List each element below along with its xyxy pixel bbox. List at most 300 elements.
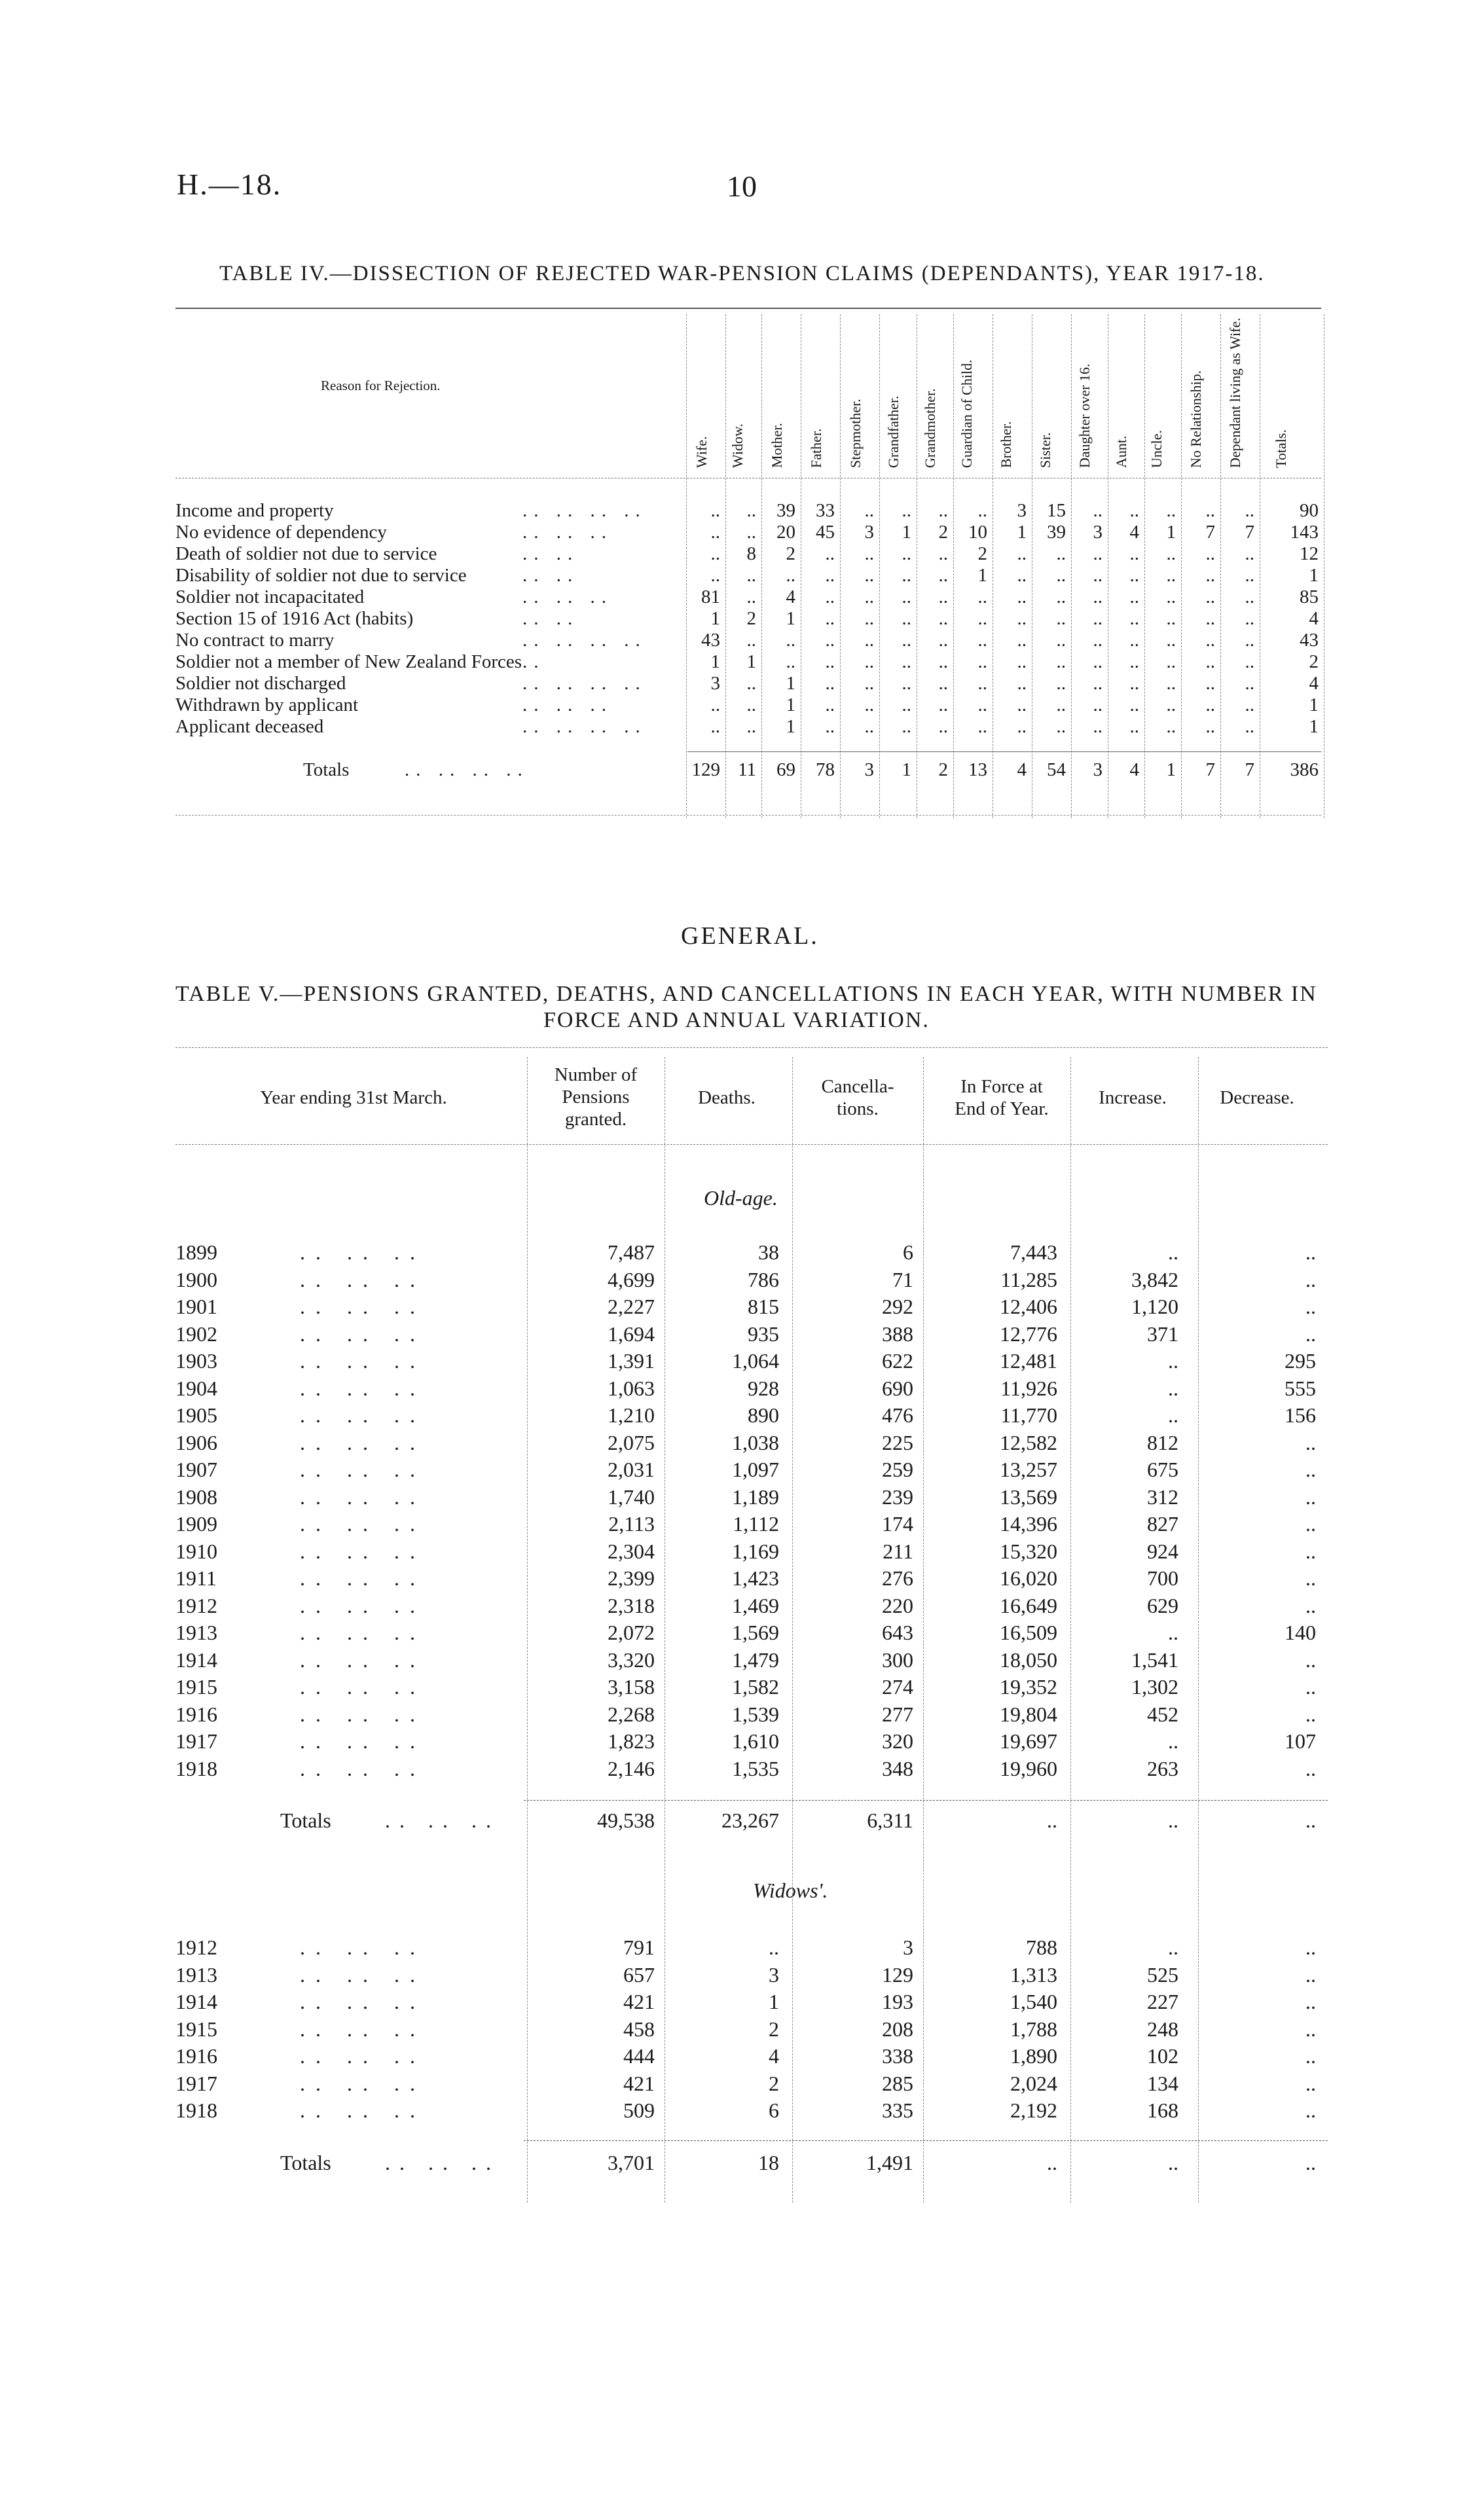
table5-year: 1917 (175, 1729, 217, 1753)
table4-cell: .. (1166, 716, 1176, 737)
table5-cell: 2,031 (608, 1458, 655, 1481)
table5-cell: 227 (1147, 1990, 1178, 2013)
table5-row (175, 1430, 1328, 1456)
table5-year: 1913 (175, 1621, 217, 1644)
table5-cell: 71 (892, 1267, 913, 1291)
table5-totals-label: Totals (280, 2150, 331, 2174)
table5-cell: 12,582 (1000, 1430, 1057, 1454)
table5-totals-cell: 3,701 (608, 2150, 655, 2174)
table5-cell: .. (1305, 1675, 1316, 1699)
table5-year: 1904 (175, 1376, 217, 1400)
table5-cell: 107 (1285, 1729, 1316, 1753)
table4-cell: .. (977, 630, 987, 651)
table4-cell: .. (902, 673, 911, 694)
table5-year: 1914 (175, 1647, 217, 1672)
table5-cell: .. (1305, 2044, 1316, 2068)
table4-cell: 4 (1129, 759, 1139, 780)
table5-totals-cell: 23,267 (721, 1809, 779, 1832)
header-granted-line3: granted. (564, 1109, 627, 1130)
table4-cell: .. (1205, 694, 1215, 715)
table4-cell: .. (1129, 630, 1139, 651)
table5-cell: 1,391 (608, 1349, 655, 1373)
table5-year: 1905 (175, 1403, 217, 1427)
table5-year: 1918 (175, 2098, 217, 2122)
table5-row-leader: .. .. .. (300, 1962, 426, 1987)
header-granted-line2: Pensions (562, 1087, 630, 1107)
table5-cell: .. (1168, 1403, 1178, 1427)
table5-row (175, 2097, 1328, 2124)
table5-cell: 3,842 (1131, 1267, 1178, 1291)
table5-cell: 452 (1147, 1702, 1178, 1726)
table5-cell: 476 (882, 1403, 913, 1427)
table4-col-header: Totals. (1273, 429, 1289, 468)
table5-cell: .. (1305, 1485, 1316, 1509)
table5-cell: .. (1305, 2098, 1316, 2122)
table4-cell: .. (938, 694, 948, 715)
table4-row-leader: .. .. .. (522, 522, 613, 543)
table4-row-label: Income and property (175, 500, 334, 521)
table4-cell: .. (1205, 673, 1215, 694)
table5-vrule-6 (1198, 1057, 1199, 2203)
table5-cell: .. (1305, 1267, 1316, 1291)
table5-row (175, 1321, 1328, 1348)
page-number: 10 (727, 170, 757, 203)
table5-row (175, 1267, 1328, 1293)
table4-cell: .. (1245, 651, 1254, 672)
table5-cell: 13,257 (1000, 1458, 1057, 1481)
table4-cell: .. (864, 651, 874, 672)
table4-cell: 3 (1093, 522, 1103, 543)
table4-cell: .. (746, 500, 756, 521)
table4-cell: .. (1166, 565, 1176, 586)
table5-header-rule (175, 1144, 1328, 1145)
table4-cell: 1 (1166, 522, 1176, 543)
table5-row (175, 2016, 1328, 2043)
table4-row (175, 694, 1321, 716)
table5-totals-label: Totals (280, 1809, 331, 1832)
table4-cell: 10 (968, 522, 987, 543)
table5-cell: 1,097 (732, 1458, 779, 1481)
table4-caption: TABLE IV.—DISSECTION OF REJECTED WAR-PENSION CLAIMS (DEPENDANTS), YEAR 1917-18. (219, 262, 1265, 285)
table5-totals-cell: .. (1305, 2150, 1316, 2174)
table4-cell: 1 (710, 651, 720, 672)
table5-cell: 15,320 (1000, 1539, 1057, 1563)
table4-cell: .. (864, 500, 874, 521)
table5-cell: 1,169 (732, 1539, 779, 1563)
table5-cell: 2,113 (608, 1512, 655, 1536)
table4-cell: .. (864, 630, 874, 651)
table5-cell: .. (1305, 1702, 1316, 1726)
table4-cell: 39 (776, 500, 795, 521)
table4-cell: 1 (1017, 522, 1027, 543)
general-heading: GENERAL. (681, 922, 819, 950)
table4-cell: .. (902, 500, 911, 521)
table5-cell: 12,481 (1000, 1349, 1057, 1373)
table4-cell: .. (1166, 586, 1176, 607)
table4-cell: 12 (1300, 543, 1319, 564)
table5-cell: 1,539 (732, 1702, 779, 1726)
table4-row-leader: .. .. .. (522, 694, 613, 715)
table5-row-leader: .. .. .. (300, 1539, 426, 1563)
table4-cell: 1 (786, 673, 795, 694)
table5-cell: 812 (1147, 1430, 1178, 1454)
table4-row-label: Disability of soldier not due to service (175, 565, 467, 586)
table4-cell: 2 (746, 608, 756, 629)
table4-col-header: Guardian of Child. (958, 359, 975, 468)
table4-cell: 1 (710, 608, 720, 629)
table4-cell: .. (710, 543, 720, 564)
table5-cell: .. (1305, 1935, 1316, 1959)
table4-cell: .. (825, 630, 835, 651)
table4-cell: 78 (816, 759, 835, 780)
table5-cell: 2,227 (608, 1295, 655, 1318)
table4-cell: .. (977, 694, 987, 715)
table5-cell: 2 (769, 2071, 779, 2095)
table4-col-header: Grandfather. (885, 395, 902, 468)
table5-cell: 225 (882, 1430, 913, 1454)
table4-cell: .. (825, 543, 835, 564)
table5-row (175, 1511, 1328, 1538)
table4-cell: .. (746, 694, 756, 715)
table4-col-header: Aunt. (1113, 435, 1129, 468)
table4-cell: .. (1093, 630, 1103, 651)
table5-totals-cell: 49,538 (597, 1809, 655, 1832)
table4-cell: .. (1056, 673, 1066, 694)
table4-cell: .. (938, 543, 948, 564)
table5-cell: 263 (1147, 1756, 1178, 1780)
table5-year: 1914 (175, 1990, 217, 2013)
table5-year: 1906 (175, 1430, 217, 1454)
table5-cell: 890 (748, 1403, 779, 1427)
table4-cell: .. (825, 673, 835, 694)
table4-cell: 15 (1047, 500, 1066, 521)
table5-row-leader: .. .. .. (300, 2017, 426, 2041)
table4-col-header: Brother. (998, 421, 1014, 468)
table4-cell: .. (1166, 608, 1176, 629)
table4-cell: 7 (1245, 759, 1254, 780)
table5-totals-row (175, 1807, 1328, 1834)
table5-vrule-3 (792, 1057, 793, 2203)
table5-year: 1913 (175, 1962, 217, 1987)
table5-cell: 3 (903, 1935, 913, 1959)
table4-cell: 90 (1300, 500, 1319, 521)
table4-cell: .. (1166, 500, 1176, 521)
table4-cell: .. (902, 716, 911, 737)
table4-cell: .. (1166, 651, 1176, 672)
table5-year: 1915 (175, 2017, 217, 2041)
table4-cell: .. (710, 565, 720, 586)
header-granted (530, 1064, 661, 1130)
table5-caption-line1: TABLE V.—PENSIONS GRANTED, DEATHS, AND CANCELLATIONS IN EACH YEAR, WITH NUMBER IN (175, 982, 1317, 1006)
table5-row (175, 1293, 1328, 1320)
table5-cell: .. (1168, 1376, 1178, 1400)
table4-cell: .. (1093, 565, 1103, 586)
table4-cell: 4 (786, 586, 795, 607)
table5-totals-row (175, 2150, 1328, 2176)
table5-year: 1916 (175, 2044, 217, 2068)
table5-cell: 924 (1147, 1539, 1178, 1563)
table4-row-label: Section 15 of 1916 Act (habits) (175, 608, 414, 629)
table5-row (175, 2070, 1328, 2097)
table5-row-leader: .. .. .. (300, 1593, 426, 1617)
table5-cell: .. (1305, 1512, 1316, 1536)
table4-cell: .. (864, 694, 874, 715)
table5-cell: 1,189 (732, 1485, 779, 1509)
table5-cell: 2,304 (608, 1539, 655, 1563)
table5-row (175, 1593, 1328, 1619)
table5-cell: 285 (882, 2071, 913, 2095)
table4-cell: .. (1093, 651, 1103, 672)
header-in-force-line1: In Force at (960, 1076, 1043, 1097)
table4-cell: 1 (1166, 759, 1176, 780)
table4-cell: .. (746, 522, 756, 543)
table4-cell: .. (864, 565, 874, 586)
table4-row-leader: .. (522, 651, 545, 672)
table4-cell: .. (1245, 565, 1254, 586)
table4-cell: 1 (786, 608, 795, 629)
table5-totals-cell: .. (1168, 2150, 1178, 2174)
table4-col-header: Dependant living as Wife. (1227, 317, 1243, 468)
table5-cell: 320 (882, 1729, 913, 1753)
table5-vrule-4 (923, 1057, 924, 2203)
table5-row-leader: .. .. .. (300, 1458, 426, 1481)
table4-totals-rule (687, 751, 1321, 752)
table4-cell: .. (1245, 630, 1254, 651)
table5-cell: .. (1305, 1990, 1316, 2013)
table5-cell: 2,399 (608, 1566, 655, 1590)
table4-cell: 43 (1300, 630, 1319, 651)
table4-row (175, 608, 1321, 630)
table5-caption-line2: FORCE AND ANNUAL VARIATION. (543, 1008, 930, 1032)
table5-cell: .. (1168, 1729, 1178, 1753)
table4-row-label: No contract to marry (175, 630, 335, 651)
table5-cell: .. (1305, 1756, 1316, 1780)
table5-cell: 274 (882, 1675, 913, 1699)
table4-cell: 4 (1309, 608, 1319, 629)
table4-row (175, 543, 1321, 565)
table5-cell: 1,038 (732, 1430, 779, 1454)
table5-cell: .. (1305, 1647, 1316, 1672)
table5-cell: 2 (769, 2017, 779, 2041)
table5-cell: 18,050 (1000, 1647, 1057, 1672)
table4-cell: .. (1129, 586, 1139, 607)
table5-row (175, 1647, 1328, 1674)
table5-cell: .. (1305, 2071, 1316, 2095)
table4-cell: .. (1056, 608, 1066, 629)
table4-cell: .. (746, 716, 756, 737)
table4-cell: .. (1017, 608, 1027, 629)
table5-cell: 338 (882, 2044, 913, 2068)
table4-cell: 43 (701, 630, 720, 651)
table5-cell: 259 (882, 1458, 913, 1481)
table5-year: 1911 (175, 1566, 217, 1590)
table4-cell: .. (902, 565, 911, 586)
table4-cell: 2 (786, 543, 795, 564)
table5-cell: 1,423 (732, 1566, 779, 1590)
table4-cell: .. (1056, 716, 1066, 737)
table5-cell: 1,302 (1131, 1675, 1178, 1699)
table5-year: 1918 (175, 1756, 217, 1780)
table5-cell: 2,072 (608, 1621, 655, 1644)
table4-row-leader: .. .. (522, 565, 579, 586)
table5-cell: 421 (623, 2071, 655, 2095)
table4-cell: .. (1093, 608, 1103, 629)
table4-cell: .. (1166, 543, 1176, 564)
table5-row (175, 1962, 1328, 1989)
table5-cell: .. (1168, 1240, 1178, 1264)
table5-cell: .. (1305, 1322, 1316, 1346)
table5-cell: 312 (1147, 1485, 1178, 1509)
table4-cell: 2 (1309, 651, 1319, 672)
table5-cell: 2,075 (608, 1430, 655, 1454)
section-old-age-title: Old-age. (704, 1186, 778, 1210)
table5-cell: 935 (748, 1322, 779, 1346)
table5-cell: 1,694 (608, 1322, 655, 1346)
table4-cell: .. (1017, 673, 1027, 694)
table5-row-leader: .. .. .. (300, 1267, 426, 1291)
section-widows-title: Widows'. (753, 1879, 828, 1902)
table4-cell: 4 (1309, 673, 1319, 694)
table4-cell: .. (1056, 630, 1066, 651)
table4-cell: 54 (1047, 759, 1066, 780)
table5-row-leader: .. .. .. (300, 1990, 426, 2013)
table4-col-header: No Relationship. (1188, 370, 1204, 468)
table5-cell: 3,320 (608, 1647, 655, 1672)
table5-cell: 193 (882, 1990, 913, 2013)
table4-cell: 143 (1290, 522, 1319, 543)
table5-cell: 629 (1147, 1593, 1178, 1617)
table5-cell: 690 (882, 1376, 913, 1400)
table4-row-leader: .. .. .. .. (522, 716, 647, 737)
table5-totals-cell: .. (1047, 2150, 1057, 2174)
table5-row-leader: .. .. .. (300, 1295, 426, 1318)
table4-cell: .. (1129, 673, 1139, 694)
table4-cell: 33 (816, 500, 835, 521)
table4-cell: 1 (746, 651, 756, 672)
table4-cell: .. (1056, 694, 1066, 715)
table4-cell: 39 (1047, 522, 1066, 543)
table4-cell: .. (825, 565, 835, 586)
table5-cell: 1,788 (1010, 2017, 1057, 2041)
table5-cell: 38 (758, 1240, 779, 1264)
table4-cell: 1 (902, 759, 911, 780)
table5-cell: 2,268 (608, 1702, 655, 1726)
table5-cell: 2,024 (1010, 2071, 1057, 2095)
table5-year: 1907 (175, 1458, 217, 1481)
table5-row-leader: .. .. .. (300, 1430, 426, 1454)
table5-cell: 2,146 (608, 1756, 655, 1780)
table4-cell: .. (786, 565, 795, 586)
table4-row (175, 630, 1321, 651)
table5-cell: 1,313 (1010, 1962, 1057, 1987)
table5-cell: .. (1305, 1458, 1316, 1481)
table4-row-label: Applicant deceased (175, 716, 324, 737)
table4-cell: 45 (816, 522, 835, 543)
table4-cell: .. (1017, 586, 1027, 607)
table4-cell: .. (1056, 651, 1066, 672)
table4-col-header: Daughter over 16. (1076, 363, 1093, 468)
header-cancellations-line1: Cancella- (821, 1076, 894, 1097)
table5-row-leader: .. .. .. (300, 1647, 426, 1672)
table4-cell: .. (902, 694, 911, 715)
table5-cell: 140 (1285, 1621, 1316, 1644)
table4-cell: .. (1093, 673, 1103, 694)
table5-cell: 827 (1147, 1512, 1178, 1536)
table4-cell: .. (1245, 694, 1254, 715)
table5-cell: 3,158 (608, 1675, 655, 1699)
table5-cell: 1,890 (1010, 2044, 1057, 2068)
table5-year: 1908 (175, 1485, 217, 1509)
table5-cell: 1,823 (608, 1729, 655, 1753)
table4-row-label: Soldier not a member of New Zealand Forces (175, 651, 522, 672)
table5-cell: 4 (769, 2044, 779, 2068)
table5-year: 1900 (175, 1267, 217, 1291)
table4-row-leader: .. .. .. .. (522, 500, 647, 521)
table5-cell: .. (1305, 1593, 1316, 1617)
document-code: H.—18. (177, 168, 282, 201)
table5-cell: 348 (882, 1756, 913, 1780)
table4-col-header: Mother. (769, 422, 785, 468)
table4-cell: .. (977, 716, 987, 737)
header-in-force-line2: End of Year. (955, 1098, 1049, 1119)
table4-cell: .. (977, 586, 987, 607)
table5-row-leader: .. .. .. (300, 1322, 426, 1346)
table4-cell: .. (1129, 565, 1139, 586)
table5-cell: .. (1305, 1566, 1316, 1590)
table5-row-leader: .. .. .. (300, 1485, 426, 1509)
table4-cell: .. (864, 608, 874, 629)
table5-row-leader: .. .. .. (300, 1512, 426, 1536)
table4-cell: .. (864, 586, 874, 607)
table4-row (175, 651, 1321, 673)
table4-row-leader: .. .. (522, 608, 579, 629)
table5-row (175, 1619, 1328, 1646)
table4-cell: .. (1245, 586, 1254, 607)
table5-row (175, 1934, 1328, 1961)
table4-cell: 7 (1205, 759, 1215, 780)
table4-cell: .. (746, 630, 756, 651)
table5-cell: 277 (882, 1702, 913, 1726)
table4-cell: .. (786, 630, 795, 651)
table4-cell: .. (938, 500, 948, 521)
table5-cell: .. (1305, 2017, 1316, 2041)
table5-cell: 7,443 (1010, 1240, 1057, 1264)
table5-cell: .. (1168, 1935, 1178, 1959)
table4-reason-header: Reason for Rejection. (321, 378, 441, 393)
table5-cell: 129 (882, 1962, 913, 1987)
table4-row-leader: .. .. .. (522, 586, 613, 607)
table5-row-leader: .. .. .. (300, 1376, 426, 1400)
table4-cell: .. (825, 651, 835, 672)
table4-cell: 3 (1093, 759, 1103, 780)
table5-year: 1910 (175, 1539, 217, 1563)
table4-cell: .. (902, 651, 911, 672)
table5-cell: 11,285 (1000, 1267, 1057, 1291)
table5-cell: .. (1305, 1539, 1316, 1563)
table4-cell: .. (710, 522, 720, 543)
table5-cell: 1,535 (732, 1756, 779, 1780)
table4-cell: .. (1129, 651, 1139, 672)
table4-row-leader: .. .. .. .. (522, 673, 647, 694)
header-in-force (930, 1075, 1074, 1120)
table5-cell: 174 (882, 1512, 913, 1536)
table4-cell: 4 (1129, 522, 1139, 543)
table4-cell: .. (1205, 565, 1215, 586)
table4-cell: .. (1205, 608, 1215, 629)
table5-cell: 421 (623, 1990, 655, 2013)
table5-row-leader: .. .. .. (300, 1240, 426, 1264)
table4-cell: .. (1017, 694, 1027, 715)
